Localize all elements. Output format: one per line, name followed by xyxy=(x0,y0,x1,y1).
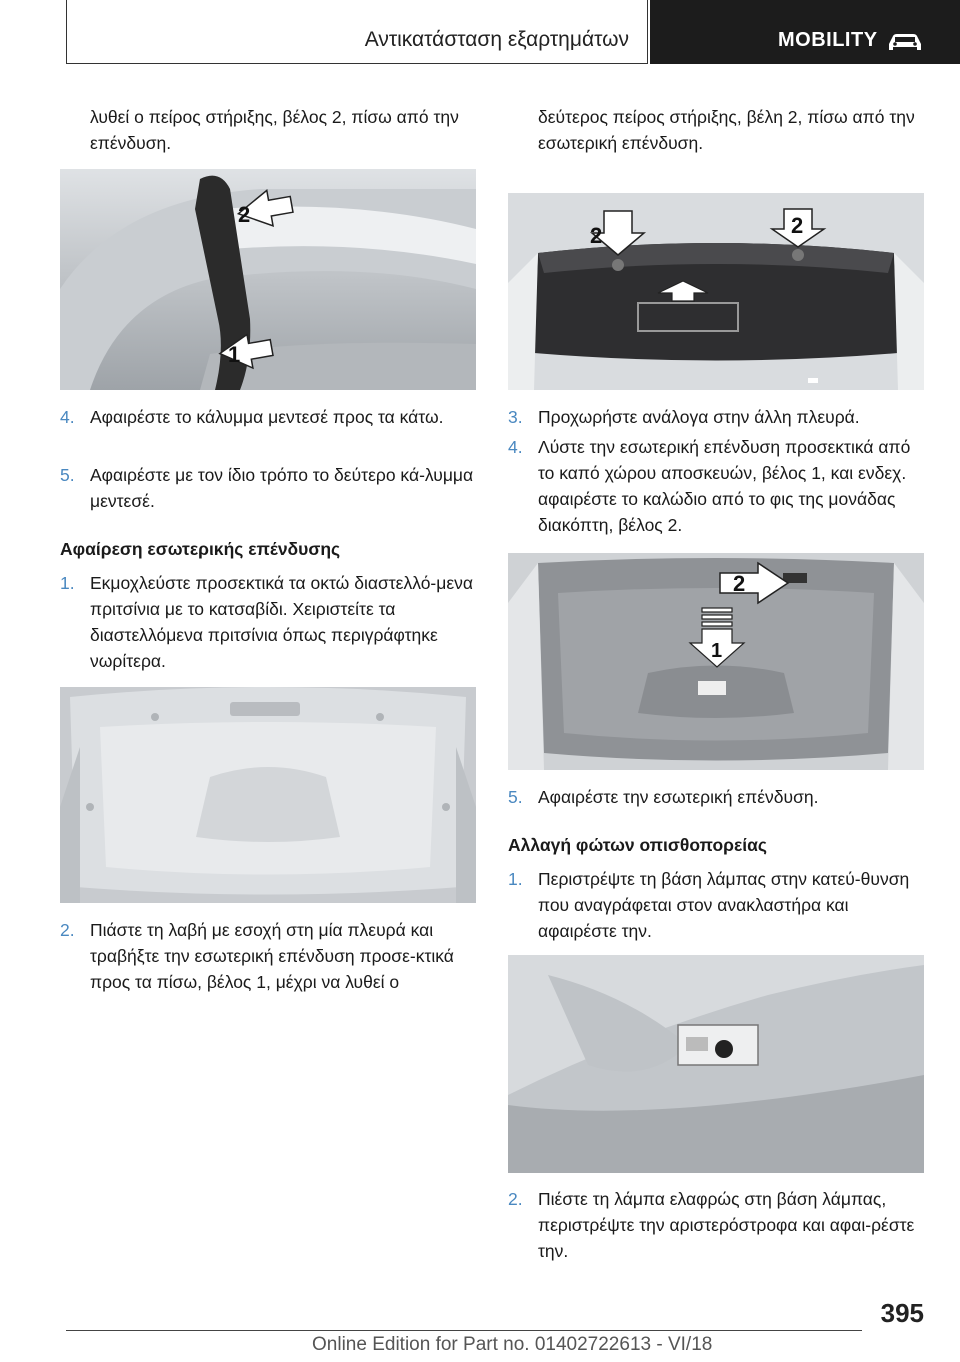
photo-lining-release xyxy=(508,553,924,770)
photo-label-2b: 2 xyxy=(791,213,804,238)
list-item xyxy=(60,462,480,514)
step-number: 1. xyxy=(508,869,523,889)
footer-divider xyxy=(66,1330,862,1331)
list-item xyxy=(60,917,480,995)
photo1-label-2: 2 xyxy=(238,202,251,227)
photo-trunk-lining xyxy=(60,687,476,903)
step-text: Λύστε την εσωτερική επένδυση προσεκτικά από το καπό χώρου αποσκευών, βέλος 1, και ενδεχ. αφαιρέστε το καλώδιο από το φις της μονάδας διακόπτη, βέλος 2. xyxy=(538,437,911,535)
brand-label: MOBILITY xyxy=(778,29,878,51)
step-text: Προχωρήστε ανάλογα στην άλλη πλευρά. xyxy=(538,407,860,427)
header-brand-band xyxy=(650,0,960,64)
step-text: Αφαιρέστε με τον ίδιο τρόπο το δεύτερο κά‐λυμμα μεντεσέ. xyxy=(90,465,474,511)
list-item xyxy=(508,1186,928,1264)
car-icon xyxy=(885,30,925,52)
step-number: 5. xyxy=(508,787,523,807)
section-heading: Αλλαγή φώτων οπισθοπορείας xyxy=(508,835,767,855)
list-item xyxy=(508,866,928,944)
photo-hinge-cover xyxy=(60,169,476,390)
photo1-label-1: 1 xyxy=(228,342,241,367)
footer-edition: Online Edition for Part no. 01402722613 - VI/18 xyxy=(312,1334,713,1355)
list-item xyxy=(508,404,928,430)
page-number: 395 xyxy=(880,1298,924,1328)
step-text: Αφαιρέστε την εσωτερική επένδυση. xyxy=(538,787,819,807)
step-number: 4. xyxy=(60,407,75,427)
photo-bulb-holder xyxy=(508,955,924,1173)
step-number: 4. xyxy=(508,437,523,457)
step-number: 1. xyxy=(60,573,75,593)
step-number: 5. xyxy=(60,465,75,485)
photo-label-1: 1 xyxy=(711,640,723,662)
list-item xyxy=(508,434,928,538)
list-item xyxy=(508,784,928,810)
list-item xyxy=(60,404,480,430)
step-text: Πιέστε τη λάμπα ελαφρώς στη βάση λάμπας, περιστρέψτε την αριστερόστροφα και αφαι‐ρέστε την. xyxy=(538,1189,915,1261)
section-heading: Αφαίρεση εσωτερικής επένδυσης xyxy=(60,539,341,559)
step-text: Αφαιρέστε το κάλυμμα μεντεσέ προς τα κάτω. xyxy=(90,407,444,427)
step-number: 2. xyxy=(60,920,75,940)
photo-label-2c: 2 xyxy=(733,571,746,596)
list-item xyxy=(60,570,480,674)
step-text: Περιστρέψτε τη βάση λάμπας στην κατεύ‐θυνση που αναγράφεται στον ανακλαστήρα και αφαιρέστε την. xyxy=(538,869,910,941)
step-text: Εκμοχλεύστε προσεκτικά τα οκτώ διαστελλό‐μενα πριτσίνια με το κατσαβίδι. Χειριστείτε τα διαστελλόμενα πριτσίνια όπως περιγράφτηκε νωρίτερα. xyxy=(90,573,474,671)
step-number: 3. xyxy=(508,407,523,427)
left-intro-text: λυθεί ο πείρος στήριξης, βέλος 2, πίσω από την επένδυση. xyxy=(90,107,459,153)
header-section-box xyxy=(66,0,648,64)
photo-retaining-pins xyxy=(508,193,924,390)
step-text: Πιάστε τη λαβή με εσοχή στη μία πλευρά και τραβήξτε την εσωτερική επένδυση προσε‐κτικά προς τα πίσω, βέλος 1, μέχρι να λυθεί ο xyxy=(90,920,454,992)
photo-label-2a: 2 xyxy=(590,223,603,248)
right-intro-text: δεύτερος πείρος στήριξης, βέλη 2, πίσω από την εσωτερική επένδυση. xyxy=(538,107,915,153)
section-title: Αντικατάσταση εξαρτημάτων xyxy=(364,28,629,51)
step-number: 2. xyxy=(508,1189,523,1209)
